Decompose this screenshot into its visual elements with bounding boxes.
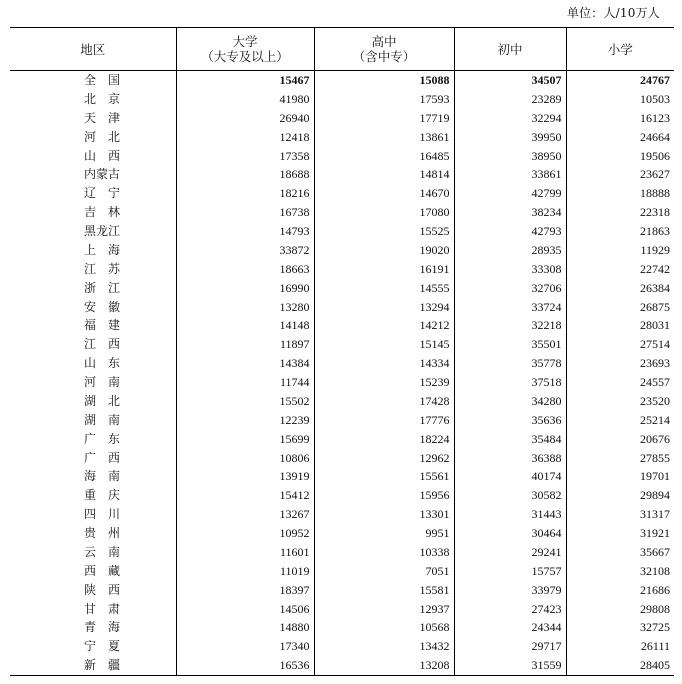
cell-region <box>10 165 176 184</box>
cell-high-school: 13208 <box>314 656 454 675</box>
cell-university: 11744 <box>176 373 314 392</box>
cell-junior-high: 30464 <box>454 524 566 543</box>
cell-region <box>10 392 176 411</box>
table-row <box>10 505 674 524</box>
cell-primary: 24557 <box>566 373 674 392</box>
cell-primary: 28031 <box>566 316 674 335</box>
cell-high-school: 13294 <box>314 298 454 317</box>
cell-high-school: 14555 <box>314 279 454 298</box>
cell-region <box>10 298 176 317</box>
cell-high-school: 17428 <box>314 392 454 411</box>
cell-university: 15412 <box>176 486 314 505</box>
table-row <box>10 373 674 392</box>
header-row <box>10 28 674 71</box>
cell-region <box>10 543 176 562</box>
cell-region <box>10 449 176 468</box>
cell-high-school: 16485 <box>314 147 454 166</box>
region-name: 全国 <box>84 73 120 87</box>
table-row <box>10 279 674 298</box>
cell-university: 17340 <box>176 637 314 656</box>
cell-high-school: 19020 <box>314 241 454 260</box>
cell-region <box>10 90 176 109</box>
cell-junior-high: 24344 <box>454 618 566 637</box>
cell-region <box>10 279 176 298</box>
cell-university: 18663 <box>176 260 314 279</box>
cell-university: 16536 <box>176 656 314 675</box>
table-row <box>10 335 674 354</box>
region-name: 上海 <box>84 242 120 257</box>
cell-high-school: 12962 <box>314 449 454 468</box>
table-row <box>10 165 674 184</box>
region-name: 新疆 <box>84 658 120 673</box>
cell-junior-high: 34507 <box>454 71 566 90</box>
cell-primary: 20676 <box>566 430 674 449</box>
cell-high-school: 17776 <box>314 411 454 430</box>
cell-region <box>10 486 176 505</box>
cell-junior-high: 35778 <box>454 354 566 373</box>
cell-high-school: 16191 <box>314 260 454 279</box>
cell-university: 10952 <box>176 524 314 543</box>
cell-region <box>10 600 176 619</box>
cell-university: 16738 <box>176 203 314 222</box>
cell-high-school: 15525 <box>314 222 454 241</box>
cell-high-school: 14814 <box>314 165 454 184</box>
cell-region <box>10 241 176 260</box>
cell-junior-high: 31559 <box>454 656 566 675</box>
cell-junior-high: 33308 <box>454 260 566 279</box>
table-row <box>10 600 674 619</box>
cell-primary: 11929 <box>566 241 674 260</box>
cell-primary: 24664 <box>566 128 674 147</box>
region-name: 陕西 <box>84 582 120 597</box>
cell-high-school: 17719 <box>314 109 454 128</box>
cell-region <box>10 581 176 600</box>
table-row <box>10 203 674 222</box>
cell-high-school: 14334 <box>314 354 454 373</box>
cell-region <box>10 354 176 373</box>
region-name: 广东 <box>84 431 120 446</box>
cell-region <box>10 505 176 524</box>
table-row <box>10 90 674 109</box>
cell-university: 16990 <box>176 279 314 298</box>
cell-junior-high: 27423 <box>454 600 566 619</box>
cell-university: 14148 <box>176 316 314 335</box>
cell-university: 26940 <box>176 109 314 128</box>
cell-primary: 26875 <box>566 298 674 317</box>
region-name: 天津 <box>84 110 120 125</box>
table-row <box>10 241 674 260</box>
region-name: 西藏 <box>84 563 120 578</box>
cell-university: 13280 <box>176 298 314 317</box>
cell-junior-high: 34280 <box>454 392 566 411</box>
cell-high-school: 9951 <box>314 524 454 543</box>
cell-junior-high: 42799 <box>454 184 566 203</box>
table-row <box>10 618 674 637</box>
table-row <box>10 543 674 562</box>
table-row <box>10 298 674 317</box>
cell-region <box>10 222 176 241</box>
cell-high-school: 10338 <box>314 543 454 562</box>
cell-primary: 22742 <box>566 260 674 279</box>
region-name: 福建 <box>84 318 120 333</box>
cell-junior-high: 32706 <box>454 279 566 298</box>
region-name: 甘肃 <box>84 601 120 616</box>
cell-junior-high: 33724 <box>454 298 566 317</box>
header-primary: 小学 <box>566 28 674 71</box>
table-row <box>10 392 674 411</box>
cell-region <box>10 467 176 486</box>
region-name: 云南 <box>84 544 120 559</box>
cell-primary: 29808 <box>566 600 674 619</box>
cell-university: 41980 <box>176 90 314 109</box>
cell-high-school: 13301 <box>314 505 454 524</box>
table-row <box>10 316 674 335</box>
region-name: 宁夏 <box>84 639 120 654</box>
cell-high-school: 14212 <box>314 316 454 335</box>
cell-university: 15467 <box>176 71 314 90</box>
cell-junior-high: 30582 <box>454 486 566 505</box>
cell-university: 33872 <box>176 241 314 260</box>
education-table <box>10 27 674 676</box>
cell-region <box>10 203 176 222</box>
cell-university: 15502 <box>176 392 314 411</box>
cell-primary: 19506 <box>566 147 674 166</box>
region-name: 广西 <box>84 450 120 465</box>
region-name: 河北 <box>84 129 120 144</box>
cell-region <box>10 316 176 335</box>
cell-primary: 31317 <box>566 505 674 524</box>
region-name: 四川 <box>84 507 120 522</box>
cell-primary: 21863 <box>566 222 674 241</box>
cell-junior-high: 38950 <box>454 147 566 166</box>
cell-region <box>10 430 176 449</box>
region-name: 内蒙古 <box>84 167 121 182</box>
table-row <box>10 581 674 600</box>
region-name: 贵州 <box>84 526 120 540</box>
table-row <box>10 184 674 203</box>
header-university: 大学 （大专及以上） <box>176 28 314 71</box>
unit-note: 单位：人/10万人 <box>566 6 660 20</box>
cell-primary: 27514 <box>566 335 674 354</box>
table-row <box>10 524 674 543</box>
header-high-school: 高中 （含中专） <box>314 28 454 71</box>
region-name: 湖南 <box>84 412 120 427</box>
cell-primary: 28405 <box>566 656 674 675</box>
cell-region <box>10 411 176 430</box>
cell-junior-high: 42793 <box>454 222 566 241</box>
cell-university: 11601 <box>176 543 314 562</box>
table-row <box>10 562 674 581</box>
cell-primary: 26384 <box>566 279 674 298</box>
cell-primary: 19701 <box>566 467 674 486</box>
table-row-total <box>10 71 674 90</box>
cell-university: 17358 <box>176 147 314 166</box>
region-name: 河南 <box>84 375 120 389</box>
cell-high-school: 14670 <box>314 184 454 203</box>
cell-primary: 22318 <box>566 203 674 222</box>
table-row <box>10 109 674 128</box>
region-name: 黑龙江 <box>84 224 121 238</box>
cell-junior-high: 35636 <box>454 411 566 430</box>
cell-junior-high: 33861 <box>454 165 566 184</box>
cell-university: 15699 <box>176 430 314 449</box>
cell-region <box>10 184 176 203</box>
cell-university: 18397 <box>176 581 314 600</box>
header-junior-high: 初中 <box>454 28 566 71</box>
cell-primary: 18888 <box>566 184 674 203</box>
table-row <box>10 449 674 468</box>
cell-junior-high: 33979 <box>454 581 566 600</box>
cell-region <box>10 128 176 147</box>
cell-high-school: 17593 <box>314 90 454 109</box>
cell-junior-high: 39950 <box>454 128 566 147</box>
cell-university: 14506 <box>176 600 314 619</box>
header-region: 地区 <box>10 28 176 71</box>
cell-high-school: 15561 <box>314 467 454 486</box>
table-row <box>10 486 674 505</box>
table-row <box>10 637 674 656</box>
cell-junior-high: 29717 <box>454 637 566 656</box>
cell-junior-high: 32294 <box>454 109 566 128</box>
cell-junior-high: 35484 <box>454 430 566 449</box>
cell-region <box>10 524 176 543</box>
cell-junior-high: 38234 <box>454 203 566 222</box>
cell-region <box>10 637 176 656</box>
table-row <box>10 222 674 241</box>
cell-university: 14384 <box>176 354 314 373</box>
table-body <box>10 71 674 676</box>
cell-university: 14793 <box>176 222 314 241</box>
cell-university: 11019 <box>176 562 314 581</box>
cell-junior-high: 40174 <box>454 467 566 486</box>
cell-primary: 21686 <box>566 581 674 600</box>
cell-university: 14880 <box>176 618 314 637</box>
cell-primary: 16123 <box>566 109 674 128</box>
cell-university: 11897 <box>176 335 314 354</box>
cell-region <box>10 335 176 354</box>
region-name: 浙江 <box>84 280 120 295</box>
cell-region <box>10 618 176 637</box>
cell-primary: 25214 <box>566 411 674 430</box>
region-name: 安徽 <box>84 299 120 314</box>
cell-primary: 23520 <box>566 392 674 411</box>
cell-primary: 23693 <box>566 354 674 373</box>
region-name: 山东 <box>84 356 120 371</box>
cell-primary: 23627 <box>566 165 674 184</box>
cell-high-school: 13861 <box>314 128 454 147</box>
cell-primary: 26111 <box>566 637 674 656</box>
region-name: 重庆 <box>84 488 120 503</box>
cell-high-school: 10568 <box>314 618 454 637</box>
cell-university: 12418 <box>176 128 314 147</box>
region-name: 吉林 <box>84 205 120 220</box>
cell-junior-high: 23289 <box>454 90 566 109</box>
region-name: 辽宁 <box>84 186 120 201</box>
cell-region <box>10 260 176 279</box>
cell-primary: 24767 <box>566 71 674 90</box>
cell-primary: 35667 <box>566 543 674 562</box>
table-row <box>10 260 674 279</box>
table-row <box>10 411 674 430</box>
cell-university: 12239 <box>176 411 314 430</box>
cell-junior-high: 28935 <box>454 241 566 260</box>
cell-junior-high: 31443 <box>454 505 566 524</box>
cell-university: 18688 <box>176 165 314 184</box>
cell-region <box>10 147 176 166</box>
cell-high-school: 15239 <box>314 373 454 392</box>
cell-primary: 29894 <box>566 486 674 505</box>
region-name: 湖北 <box>84 393 120 408</box>
cell-high-school: 15581 <box>314 581 454 600</box>
cell-university: 13919 <box>176 467 314 486</box>
cell-high-school: 12937 <box>314 600 454 619</box>
table-row <box>10 467 674 486</box>
region-name: 山西 <box>84 148 120 163</box>
region-name: 北京 <box>84 91 120 106</box>
cell-primary: 10503 <box>566 90 674 109</box>
region-name: 江苏 <box>84 261 120 276</box>
table-row <box>10 430 674 449</box>
region-name: 青海 <box>84 620 120 635</box>
cell-high-school: 15088 <box>314 71 454 90</box>
cell-university: 13267 <box>176 505 314 524</box>
cell-primary: 32725 <box>566 618 674 637</box>
table-row <box>10 354 674 373</box>
cell-high-school: 18224 <box>314 430 454 449</box>
cell-junior-high: 37518 <box>454 373 566 392</box>
table-row <box>10 128 674 147</box>
cell-high-school: 13432 <box>314 637 454 656</box>
cell-university: 18216 <box>176 184 314 203</box>
cell-region <box>10 656 176 675</box>
cell-region <box>10 562 176 581</box>
cell-junior-high: 35501 <box>454 335 566 354</box>
cell-junior-high: 15757 <box>454 562 566 581</box>
cell-primary: 32108 <box>566 562 674 581</box>
cell-university: 10806 <box>176 449 314 468</box>
region-name: 江西 <box>84 337 120 352</box>
cell-junior-high: 32218 <box>454 316 566 335</box>
cell-primary: 31921 <box>566 524 674 543</box>
cell-high-school: 15956 <box>314 486 454 505</box>
cell-junior-high: 29241 <box>454 543 566 562</box>
table-row <box>10 147 674 166</box>
cell-primary: 27855 <box>566 449 674 468</box>
cell-junior-high: 36388 <box>454 449 566 468</box>
cell-region <box>10 71 176 90</box>
table-row <box>10 656 674 675</box>
region-name: 海南 <box>84 469 120 484</box>
cell-region <box>10 373 176 392</box>
cell-high-school: 15145 <box>314 335 454 354</box>
cell-high-school: 17080 <box>314 203 454 222</box>
cell-region <box>10 109 176 128</box>
cell-high-school: 7051 <box>314 562 454 581</box>
